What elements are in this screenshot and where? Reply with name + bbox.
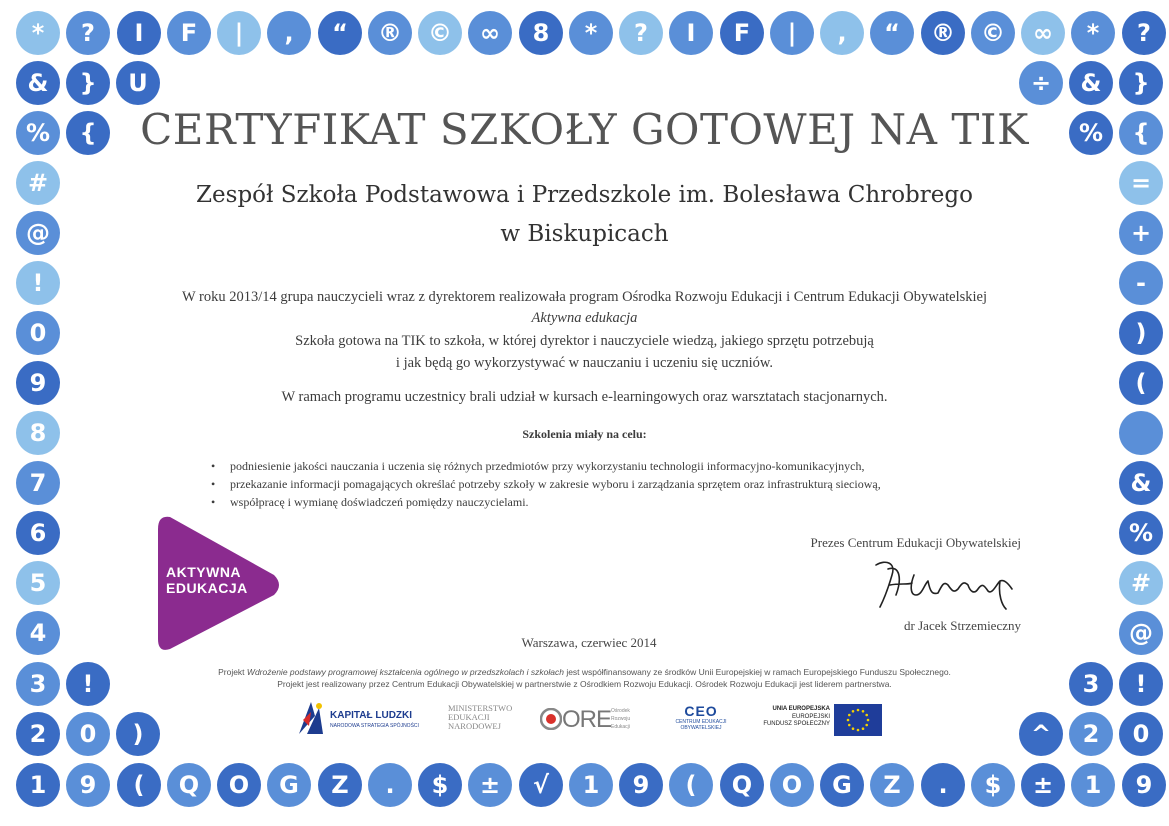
border-symbol-circle: $ <box>971 763 1015 807</box>
border-symbol-circle: @ <box>1119 611 1163 655</box>
border-symbol-circle: G <box>820 763 864 807</box>
border-symbol-circle: @ <box>16 211 60 255</box>
ore-icon <box>540 708 562 730</box>
border-symbol-circle: I <box>117 11 161 55</box>
border-symbol-circle: “ <box>870 11 914 55</box>
border-symbol-circle: # <box>16 161 60 205</box>
ceo-logo <box>666 703 736 739</box>
list-item: • przekazanie informacji pomagających określać potrzeby szkoły w zakresie wyboru i zarządzania sprzętem oraz infrastrukturą sieciową, <box>211 475 881 493</box>
border-symbol-circle: 0 <box>16 311 60 355</box>
border-symbol-circle: “ <box>318 11 362 55</box>
border-symbol-circle: 9 <box>66 763 110 807</box>
border-symbol-circle: 2 <box>16 712 60 756</box>
border-symbol-circle: 8 <box>16 411 60 455</box>
border-symbol-circle: ! <box>1119 662 1163 706</box>
project-info <box>0 667 1169 677</box>
border-symbol-circle: ÷ <box>1019 61 1063 105</box>
ceo-sub-1: CENTRUM EDUKACJI <box>675 719 727 725</box>
border-symbol-circle: ! <box>16 261 60 305</box>
border-symbol-circle: . <box>368 763 412 807</box>
border-symbol-circle: F <box>167 11 211 55</box>
ore-sub-line: Rozwoju <box>611 716 631 722</box>
border-symbol-circle: 9 <box>619 763 663 807</box>
kapital-ludzki-logo <box>297 700 432 736</box>
border-symbol-circle: { <box>1119 111 1163 155</box>
border-symbol-circle: % <box>1069 111 1113 155</box>
border-symbol-circle: ( <box>117 763 161 807</box>
border-symbol-circle: G <box>267 763 311 807</box>
border-symbol-circle: 8 <box>519 11 563 55</box>
border-symbol-circle: % <box>1119 511 1163 555</box>
ore-sub-line: Edukacji <box>611 724 630 730</box>
border-symbol-circle: Q <box>720 763 764 807</box>
border-symbol-circle: ) <box>1119 311 1163 355</box>
project-text: Projekt <box>218 667 247 677</box>
border-symbol-circle: 0 <box>66 712 110 756</box>
border-symbol-circle: * <box>1071 11 1115 55</box>
border-symbol-circle: 1 <box>569 763 613 807</box>
border-symbol-circle: O <box>770 763 814 807</box>
ceo-sub-2: OBYWATELSKIEJ <box>680 725 722 731</box>
project-partners: Projekt jest realizowany przez Centrum Edukacji Obywatelskiej w partnerstwie z Ośrodkiem Rozwoju Edukacji. Ośrodek Rozwoju Edukacji jest liderem partnerstwa. <box>277 679 892 689</box>
border-symbol-circle: © <box>418 11 462 55</box>
eu-line-1: UNIA EUROPEJSKA <box>772 706 830 712</box>
border-symbol-circle: 6 <box>16 511 60 555</box>
badge-line-2: EDUKACJA <box>166 580 248 596</box>
handwritten-signature <box>866 555 1026 611</box>
border-symbol-circle: 9 <box>16 361 60 405</box>
border-symbol-circle: $ <box>418 763 462 807</box>
border-symbol-circle: O <box>217 763 261 807</box>
border-symbol-circle: 7 <box>16 461 60 505</box>
border-symbol-circle: ± <box>468 763 512 807</box>
badge-line-1: AKTYWNA <box>166 564 242 580</box>
ceo-text: CEO <box>684 703 718 719</box>
border-symbol-circle: * <box>569 11 613 55</box>
school-name: Zespół Szkoła Podstawowa i Przedszkole im. Bolesława Chrobrego <box>196 182 973 208</box>
eu-line-3: FUNDUSZ SPOŁECZNY <box>763 721 830 727</box>
eu-efs-logo <box>756 704 884 738</box>
border-symbol-circle: } <box>66 61 110 105</box>
border-symbol-circle: & <box>16 61 60 105</box>
intro-line: W roku 2013/14 grupa nauczycieli wraz z dyrektorem realizowała program Ośrodka Rozwoju Edukacji i Centrum Edukacji Obywatelskiej <box>181 289 988 305</box>
border-symbol-circle: © <box>971 11 1015 55</box>
signatory-role: Prezes Centrum Edukacji Obywatelskiej <box>810 535 1021 550</box>
border-symbol-circle: ∞ <box>1021 11 1065 55</box>
men-logo <box>448 704 520 738</box>
list-item: • podniesienie jakości nauczania i uczenia się różnych przedmiotów przy wykorzystaniu technologii informacyjno-komunikacyjnych, <box>211 457 881 475</box>
border-symbol-circle: ^ <box>1019 712 1063 756</box>
border-symbol-circle: ? <box>619 11 663 55</box>
project-title: Wdrożenie podstawy programowej kształcenia ogólnego w przedszkolach i szkołach <box>246 667 564 677</box>
border-symbol-circle: ® <box>921 11 965 55</box>
elearning-text: W ramach programu uczestnicy brali udział w kursach e-learningowych oraz warsztatach stacjonarnych. <box>281 389 888 405</box>
border-symbol-circle: 3 <box>1069 662 1113 706</box>
border-symbol-circle: 3 <box>16 662 60 706</box>
border-symbol-circle: * <box>16 11 60 55</box>
kapital-ludzki-subtitle: NARODOWA STRATEGIA SPÓJNOŚCI <box>330 723 419 729</box>
border-symbol-circle: + <box>1119 211 1163 255</box>
ore-text: ORE <box>562 706 612 733</box>
border-symbol-circle: 9 <box>1122 763 1166 807</box>
border-symbol-circle: ? <box>66 11 110 55</box>
eu-flag-icon <box>834 704 882 736</box>
certificate-title: CERTYFIKAT SZKOŁY GOTOWEJ NA TIK <box>140 105 1029 154</box>
border-symbol-circle: ( <box>1119 361 1163 405</box>
border-symbol-circle: Z <box>870 763 914 807</box>
border-symbol-circle: } <box>1119 61 1163 105</box>
border-symbol-circle: & <box>1119 461 1163 505</box>
border-symbol-circle: { <box>66 111 110 155</box>
ore-logo <box>540 704 630 738</box>
ore-sub-line: Ośrodek <box>611 708 630 714</box>
ore-subtitle <box>611 707 630 731</box>
border-symbol-circle: Z <box>318 763 362 807</box>
border-symbol-circle: 4 <box>16 611 60 655</box>
border-symbol-circle: ) <box>116 712 160 756</box>
list-item: • współpracę i wymianę doświadczeń pomiędzy nauczycielami. <box>211 493 881 511</box>
school-location: w Biskupicach <box>500 221 669 247</box>
border-symbol-circle: U <box>116 61 160 105</box>
border-symbol-circle: # <box>1119 561 1163 605</box>
border-symbol-circle: √ <box>519 763 563 807</box>
border-symbol-circle: 1 <box>1071 763 1115 807</box>
men-line-2: EDUKACJI <box>448 712 490 722</box>
border-symbol-circle: ! <box>66 662 110 706</box>
intro-line: Szkoła gotowa na TIK to szkoła, w której dyrektor i nauczyciele wiedzą, jakiego sprzętu potrzebują <box>295 333 874 349</box>
border-symbol-circle: Q <box>167 763 211 807</box>
border-symbol-circle: = <box>1119 161 1163 205</box>
aktywna-edukacja-badge <box>152 511 287 657</box>
project-text: jest współfinansowany ze środków Unii Europejskiej w ramach Europejskiego Funduszu Społecznego. <box>563 667 951 677</box>
goals-heading: Szkolenia miały na celu: <box>522 427 647 441</box>
border-symbol-circle: I <box>669 11 713 55</box>
kapital-ludzki-icon <box>297 700 327 736</box>
place-date: Warszawa, czerwiec 2014 <box>521 635 657 650</box>
border-symbol-circle: | <box>770 11 814 55</box>
eu-line-2: EUROPEJSKI <box>791 713 830 720</box>
border-symbol-circle: | <box>217 11 261 55</box>
men-line-3: NARODOWEJ <box>448 721 501 731</box>
border-symbol-circle: . <box>921 763 965 807</box>
border-symbol-circle: F <box>720 11 764 55</box>
border-symbol-circle: ∞ <box>468 11 512 55</box>
border-symbol-circle: , <box>267 11 311 55</box>
border-symbol-circle: 0 <box>1119 712 1163 756</box>
border-symbol-circle: 1 <box>16 763 60 807</box>
border-symbol-circle: ? <box>1122 11 1166 55</box>
border-symbol-circle: ® <box>368 11 412 55</box>
border-symbol-circle: - <box>1119 261 1163 305</box>
border-symbol-circle: 2 <box>1069 712 1113 756</box>
border-symbol-circle: & <box>1069 61 1113 105</box>
kapital-ludzki-title: KAPITAŁ LUDZKI <box>330 710 413 721</box>
men-line-1: MINISTERSTWO <box>448 703 513 713</box>
border-symbol-circle: , <box>820 11 864 55</box>
border-symbol-circle: % <box>16 111 60 155</box>
border-symbol-circle: 5 <box>16 561 60 605</box>
intro-line: i jak będą go wykorzystywać w nauczaniu i uczeniu się uczniów. <box>395 355 774 371</box>
goals-list <box>211 457 881 511</box>
border-symbol-circle: ± <box>1021 763 1065 807</box>
signatory-name: dr Jacek Strzemieczny <box>904 618 1021 633</box>
border-symbol-circle: ( <box>669 763 713 807</box>
program-name: Aktywna edukacja <box>531 310 638 326</box>
